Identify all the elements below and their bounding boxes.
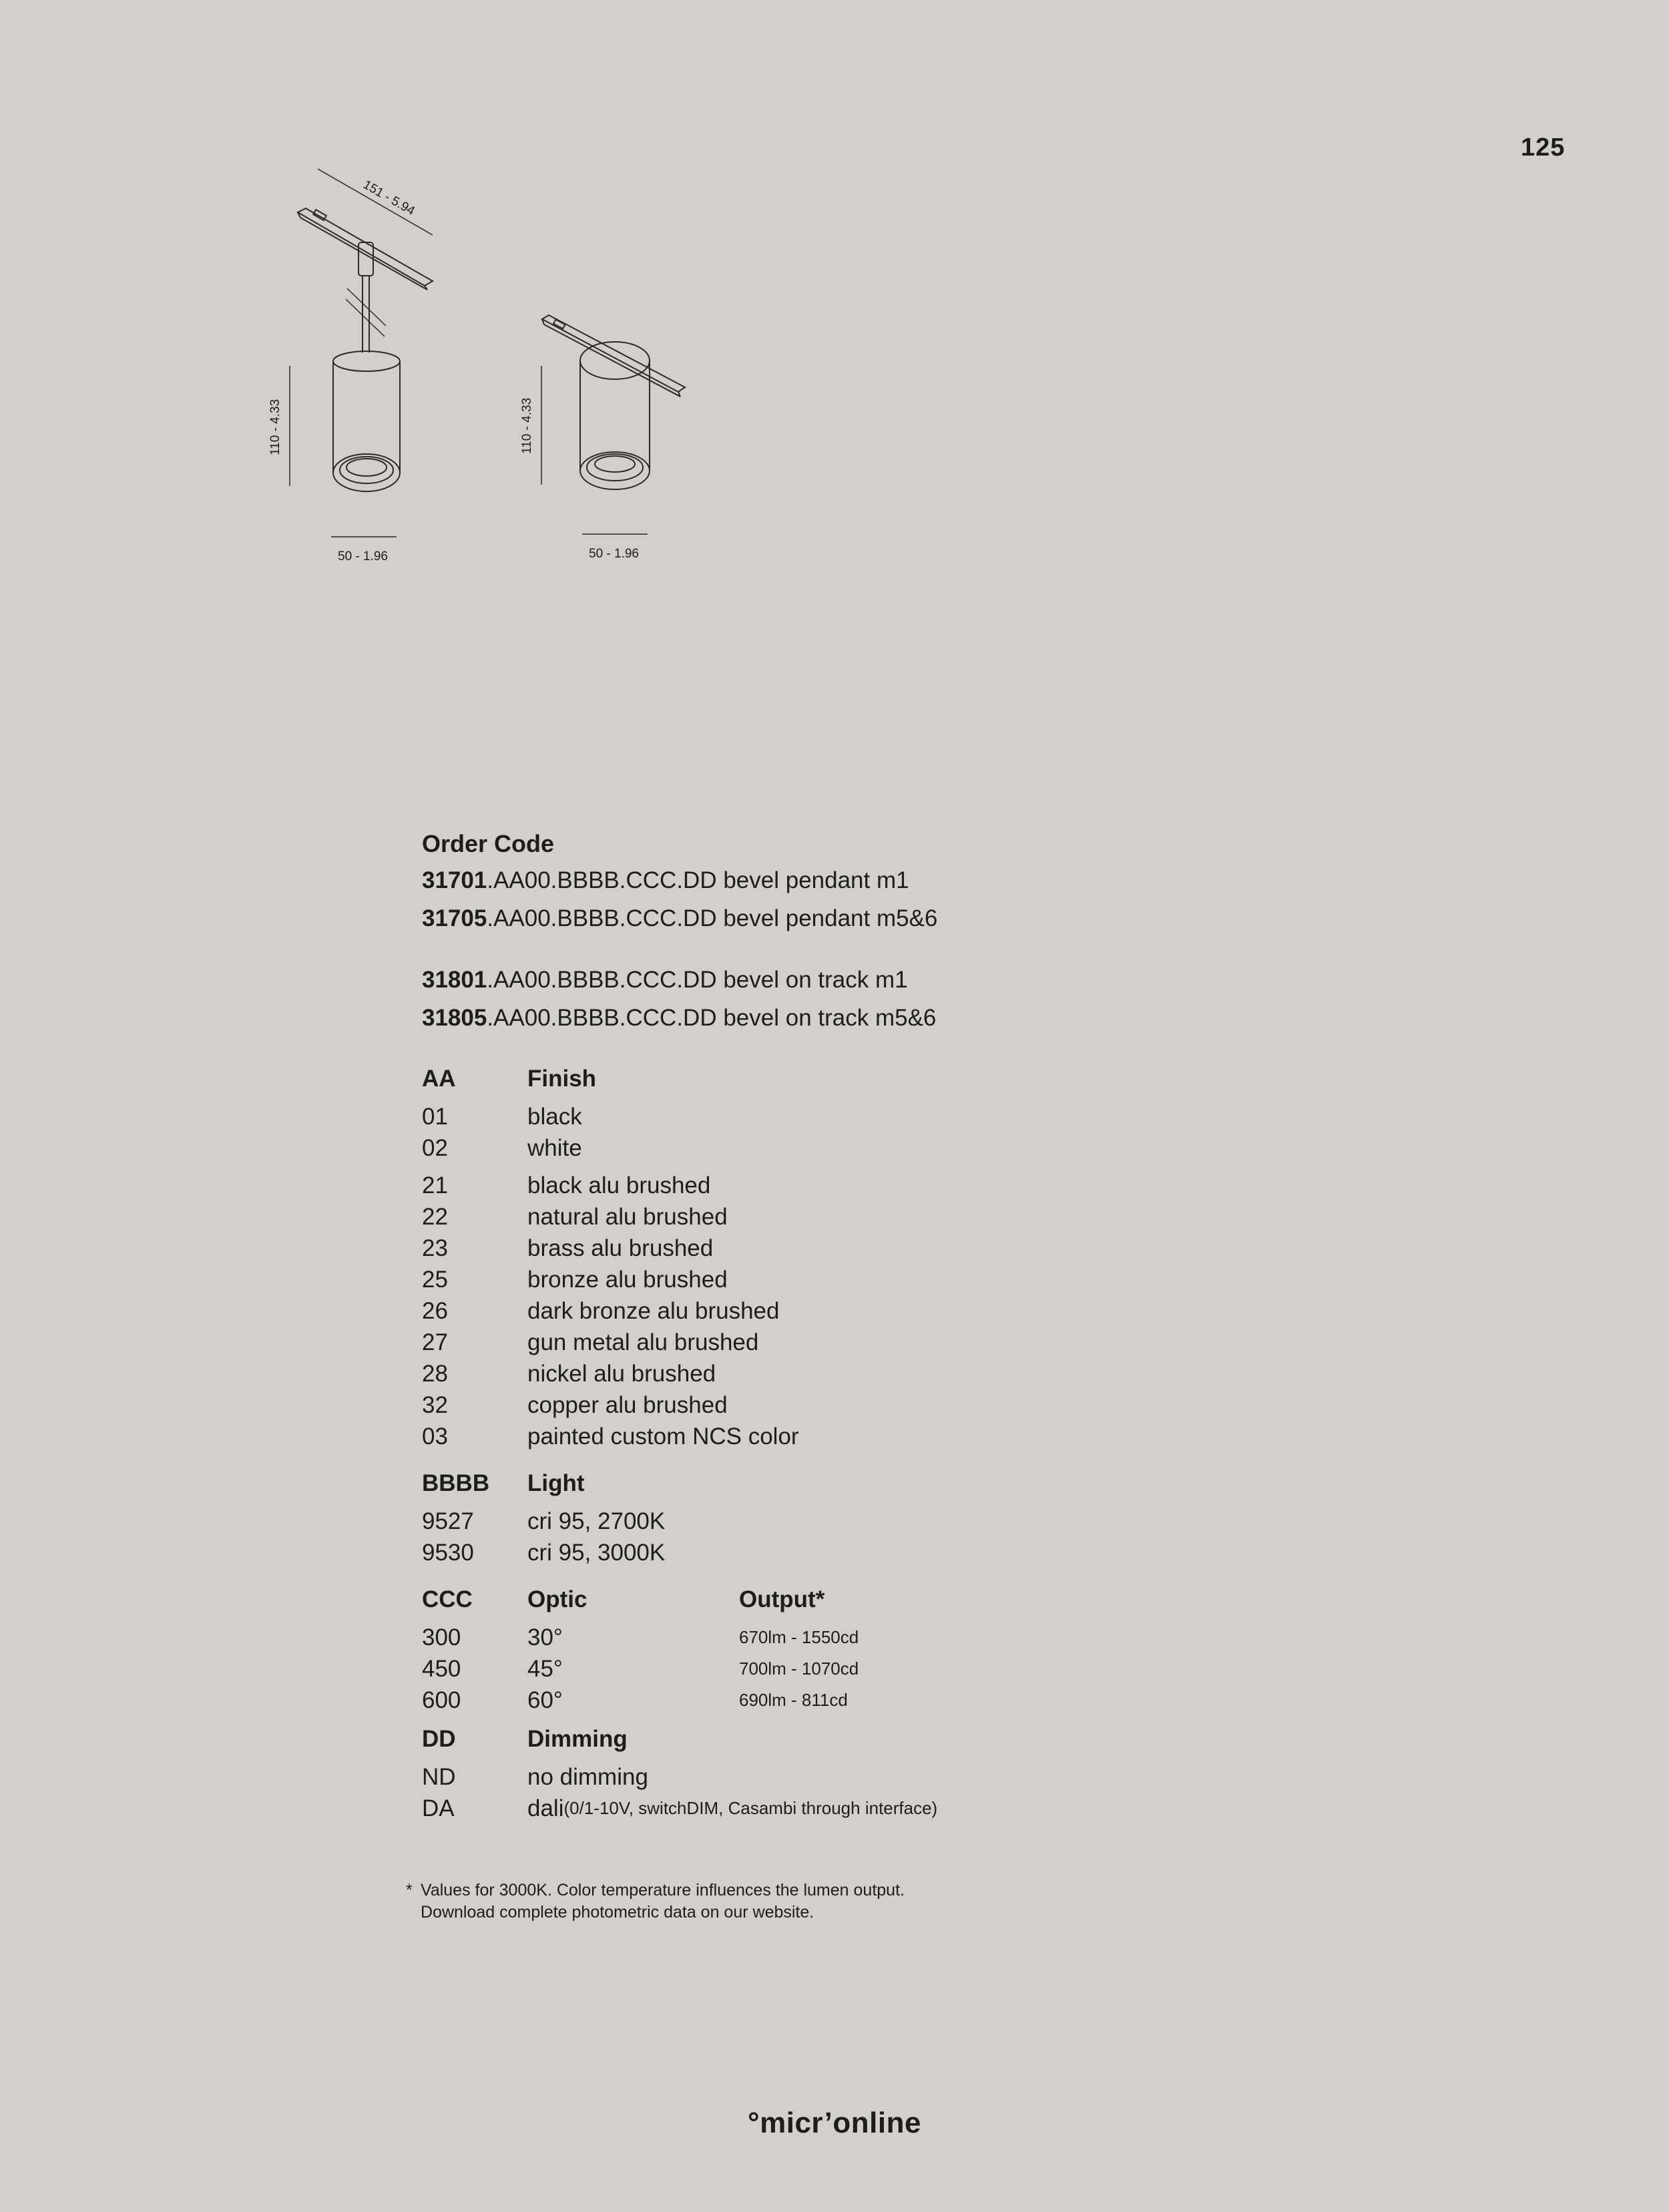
optic-code-header: CCC (422, 1586, 473, 1612)
finish-label: gun metal alu brushed (527, 1329, 759, 1355)
dimming-code: ND (422, 1764, 456, 1790)
on-track-codes (422, 961, 1290, 1037)
footnote-star: * (406, 1881, 413, 1900)
optic-label: 45° (527, 1656, 563, 1682)
dimming-code: DA (422, 1795, 455, 1821)
dimming-table (422, 1723, 1290, 1824)
table-row (422, 1793, 1290, 1824)
finish-code: 28 (422, 1361, 448, 1387)
footnote-line-1: Values for 3000K. Color temperature influences the lumen output. (421, 1881, 905, 1900)
pendant-codes (422, 861, 1290, 937)
light-label-header: Light (527, 1470, 585, 1496)
finish-label: black alu brushed (527, 1172, 711, 1198)
optic-code: 300 (422, 1624, 461, 1650)
order-code-line (422, 961, 1290, 999)
light-label: cri 95, 3000K (527, 1540, 666, 1566)
on-track-width-dim-label: 50 - 1.96 (589, 547, 639, 561)
finish-label: nickel alu brushed (527, 1361, 716, 1387)
table-row (422, 1389, 1290, 1421)
optic-output-header: Output* (739, 1586, 825, 1612)
finish-label: painted custom NCS color (527, 1423, 799, 1450)
on-track-body (580, 342, 650, 489)
optic-header (422, 1583, 1290, 1616)
finish-code-header: AA (422, 1066, 456, 1092)
order-code-rest: .AA00.BBBB.CCC.DD bevel on track m1 (487, 967, 908, 993)
on-track-rail (542, 315, 685, 397)
order-code-line (422, 861, 1290, 899)
table-row (422, 1761, 1290, 1793)
finish-code: 26 (422, 1298, 448, 1324)
table-row (422, 1132, 1290, 1164)
table-row (422, 1295, 1290, 1327)
finish-code: 22 (422, 1204, 448, 1230)
table-row (422, 1685, 1290, 1716)
finish-code: 25 (422, 1267, 448, 1293)
order-code-number: 31705 (422, 905, 487, 931)
finish-label: copper alu brushed (527, 1392, 728, 1418)
page-number: 125 (1521, 134, 1566, 162)
optic-label-header: Optic (527, 1586, 587, 1612)
dimming-label: no dimming (527, 1764, 648, 1790)
order-code-number: 31701 (422, 867, 487, 893)
finish-label: white (527, 1135, 582, 1161)
table-row (422, 1622, 1290, 1653)
finish-table (422, 1062, 1290, 1452)
finish-code: 27 (422, 1329, 448, 1355)
dimming-note: (0/1-10V, switchDIM, Casambi through interface) (563, 1798, 938, 1818)
order-code-rest: .AA00.BBBB.CCC.DD bevel pendant m1 (487, 867, 909, 893)
pendant-stem (346, 242, 386, 353)
order-code-line (422, 999, 1290, 1037)
order-code-number: 31805 (422, 1005, 487, 1031)
finish-label: dark bronze alu brushed (527, 1298, 780, 1324)
finish-label-header: Finish (527, 1066, 597, 1092)
finish-label: natural alu brushed (527, 1204, 728, 1230)
light-code: 9527 (422, 1508, 474, 1534)
order-code-rest: .AA00.BBBB.CCC.DD bevel pendant m5&6 (487, 905, 938, 931)
dimension-drawings-svg (0, 0, 734, 601)
finish-code: 32 (422, 1392, 448, 1418)
table-row (422, 1327, 1290, 1358)
dimming-label: dali (527, 1795, 564, 1821)
table-row (422, 1358, 1290, 1389)
light-label: cri 95, 2700K (527, 1508, 666, 1534)
optic-code: 450 (422, 1656, 461, 1682)
optic-table (422, 1583, 1290, 1716)
order-code-number: 31801 (422, 967, 487, 993)
table-row (422, 1201, 1290, 1233)
finish-label: black (527, 1104, 582, 1130)
finish-header (422, 1062, 1290, 1096)
dimming-label-header: Dimming (527, 1726, 628, 1752)
optic-label: 60° (527, 1687, 563, 1713)
on-track-height-dim-label: 110 - 4.33 (520, 397, 534, 454)
table-row (422, 1421, 1290, 1452)
table-row (422, 1506, 1290, 1537)
order-code-title: Order Code (422, 830, 555, 857)
finish-code: 23 (422, 1235, 448, 1261)
optic-output: 670lm - 1550cd (739, 1627, 859, 1647)
pendant-rail-dim-label: 151 - 5.94 (361, 178, 417, 219)
table-row (422, 1653, 1290, 1685)
pendant-height-dim-label: 110 - 4.33 (268, 399, 282, 455)
table-row (422, 1101, 1290, 1132)
light-header (422, 1467, 1290, 1500)
optic-label: 30° (527, 1624, 563, 1650)
table-row (422, 1170, 1290, 1201)
finish-label: brass alu brushed (527, 1235, 714, 1261)
product-drawings (0, 0, 734, 601)
order-code-rest: .AA00.BBBB.CCC.DD bevel on track m5&6 (487, 1005, 937, 1031)
pendant-body (333, 351, 400, 491)
order-code-line (422, 899, 1290, 937)
optic-output: 700lm - 1070cd (739, 1658, 859, 1679)
finish-code: 01 (422, 1104, 448, 1130)
finish-code: 21 (422, 1172, 448, 1198)
dimming-header (422, 1723, 1290, 1756)
table-row (422, 1264, 1290, 1295)
order-code-section (422, 827, 1290, 1824)
light-code: 9530 (422, 1540, 474, 1566)
light-table (422, 1467, 1290, 1568)
optic-code: 600 (422, 1687, 461, 1713)
brand-logo-text: °micr’online (748, 2107, 921, 2139)
finish-code: 02 (422, 1135, 448, 1161)
dimming-code-header: DD (422, 1726, 456, 1752)
footnote-line-2: Download complete photometric data on our website. (421, 1903, 814, 1922)
footnote (406, 1879, 905, 1924)
table-row (422, 1537, 1290, 1568)
pendant-width-dim-label: 50 - 1.96 (338, 549, 388, 564)
optic-output: 690lm - 811cd (739, 1690, 848, 1710)
pendant-track-rail (298, 208, 433, 290)
finish-label: bronze alu brushed (527, 1267, 728, 1293)
light-code-header: BBBB (422, 1470, 490, 1496)
finish-code: 03 (422, 1423, 448, 1450)
table-row (422, 1233, 1290, 1264)
